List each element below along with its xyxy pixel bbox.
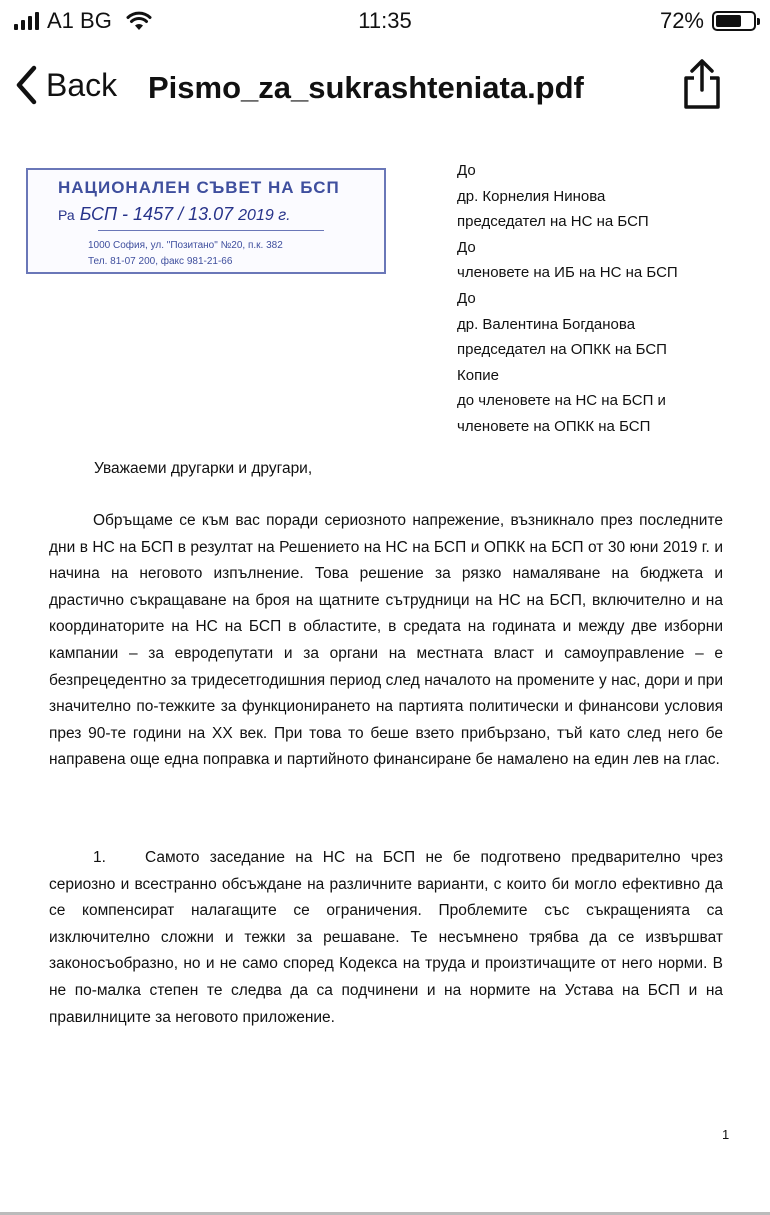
battery-icon xyxy=(712,11,756,31)
status-bar xyxy=(0,0,770,44)
addressee-line: др. Валентина Богданова xyxy=(457,315,636,333)
battery-percent: 72% xyxy=(659,8,704,33)
salutation: Уважаеми другарки и другари, xyxy=(94,460,313,477)
document-title: Pismo_za_sukrashteniata.pdf xyxy=(148,70,584,105)
addressee-line: председател на ОПКК на БСП xyxy=(457,341,667,359)
stamp-prefix: Ра xyxy=(58,207,75,223)
addressee-line: До xyxy=(457,238,476,256)
addressee-line: До xyxy=(457,289,476,307)
chevron-left-icon xyxy=(14,64,38,106)
addressee-line: Копие xyxy=(457,366,499,384)
stamp-reg-number: БСП - 1457 / 13.07 xyxy=(79,204,234,224)
stamp-title: НАЦИОНАЛЕН СЪВЕТ НА БСП xyxy=(58,178,340,197)
addressee-line: членовете на ОПКК на БСП xyxy=(457,417,651,435)
status-right xyxy=(660,8,756,34)
back-button[interactable] xyxy=(14,64,117,106)
paragraph-2-text: Самото заседание на НС на БСП не бе подготвено предварително чрез сериозно и всестранно обсъждане на различните варианти, с които би могло ефективно да се компенсират налагащите се ограничения. Проблемите със съкращенията са изключително сложни и тежки за решаване. Те несъмнено трябва да се извършват законосъобразно, но и не само според Кодекса на труда и произтичащите от него норми. В не по-малка степен те следва да са подчинени и на нормите на Устава на БСП и на правилниците за неговото приложение. xyxy=(49,849,723,1026)
stamp-phone: Тел. 81-07 200, факс 981-21-66 xyxy=(88,256,233,267)
addressee-line: председател на НС на БСП xyxy=(457,213,649,231)
navigation-bar xyxy=(0,50,770,130)
pdf-page[interactable] xyxy=(0,140,770,1200)
addressee-line: др. Корнелия Нинова xyxy=(457,187,606,205)
status-time: 11:35 xyxy=(358,8,412,33)
page-number: 1 xyxy=(722,1127,730,1142)
stamp-year: 2019 г. xyxy=(238,207,291,224)
share-button[interactable] xyxy=(680,58,724,110)
registration-stamp xyxy=(26,168,386,274)
addressee-line: до членовете на НС на БСП и xyxy=(457,392,666,410)
addressee-block xyxy=(457,158,757,440)
carrier-name: A1 BG xyxy=(47,8,112,33)
stamp-address: 1000 София, ул. "Позитано" №20, п.к. 382 xyxy=(88,240,283,251)
body-paragraph-1: Обръщаме се към вас поради сериозното напрежение, възникнало през последните дни в НС на БСП в резултат на Решението на НС на БСП и ОПКК на БСП от 30 юни 2019 г. и начина на неговото изпълнение. Това решение за рязко намаляване на бюджета и драстично съкращаване на броя на щатните сътрудници на НС на БСП, включително и на координаторите на НС на БСП в областите, в средата на годината и между две изборни кампании – за евродепутати и за органи на местната власт и самоуправление – е безпрецедентно за тридесетгодишния период след началото на промените у нас, дори и при значително по-тежките за функционирането на партията политически и финансови условия през 90-те години на ХХ век. При това то беше взето прибързано, тъй като след него бе направена още една поправка и партийното финансиране бе намалено на един лев на глас. xyxy=(49,512,723,769)
stamp-registration xyxy=(58,204,370,238)
list-number: 1. xyxy=(93,849,106,866)
share-icon xyxy=(680,58,724,110)
addressee-line: членовете на ИБ на НС на БСП xyxy=(457,264,678,282)
body-paragraph-2 xyxy=(49,845,723,1031)
addressee-line: До xyxy=(457,162,476,179)
back-label: Back xyxy=(46,66,118,103)
battery-fill xyxy=(716,15,741,27)
